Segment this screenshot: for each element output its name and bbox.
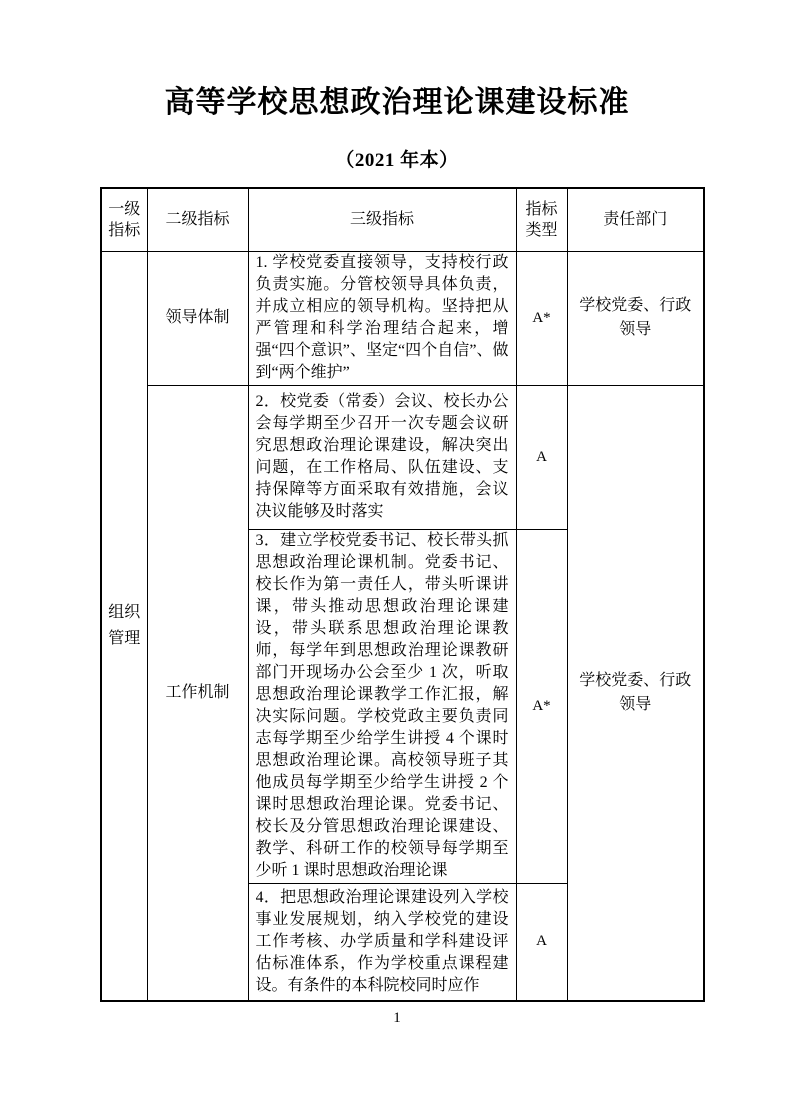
page-number: 1 [393,1010,401,1026]
level3-text: 2．校党委（常委）会议、校长办公会每学期至少召开一次专题会议研究思想政治理论课建设，解决突出问题，在工作格局、队伍建设、支持保障等方面采取有效措施，会议决议能够及时落实 [255,393,509,520]
table-row [101,251,704,385]
department-cell-2: 学校党委、行政领导 [567,385,704,1001]
level3-text: 3．建立学校党委书记、校长带头抓思想政治理论课机制。党委书记、校长作为第一责任人，带头听课讲课，带头推动思想政治理论课建设，带头联系思想政治理论课教师，每学年到思想政治理论课教研部门开现场办公会至少 1 次，听取思想政治理论课教学工作汇报，解决实际问题。学校党政主要负责同志每学期至少给学生讲授 4 个课时思想政治理论课。高校领导班子其他成员每学期至少给学生讲授 2 个课时思想政治理论课。党委书记、校长及分管思想政治理论课建设、教学、科研工作的校领导每学期至少听 1 课时思想政治理论课 [255,532,509,879]
col-header-level3: 三级指标 [248,188,516,251]
level3-cell-item-2 [248,385,516,529]
indicator-type-cell-4: A [516,883,567,1001]
page-subtitle: （2021 年本） [335,150,459,171]
col-header-department: 责任部门 [567,188,704,251]
col-header-indicator-type: 指标类型 [516,188,567,251]
level2-cell-leadership-system: 领导体制 [147,251,248,385]
col-header-level1: 一级指标 [101,188,147,251]
page-title: 高等学校思想政治理论课建设标准 [164,86,630,119]
level3-text: 4．把思想政治理论课建设列入学校事业发展规划，纳入学校党的建设工作考核、办学质量和学科建设评估标准体系，作为学校重点课程建设。有条件的本科院校同时应作 [255,888,509,994]
table-header-row [101,188,704,251]
col-header-level2: 二级指标 [147,188,248,251]
level3-text: 1. 学校党委直接领导，支持校行政负责实施。分管校领导具体负责，并成立相应的领导机构。坚持把从严管理和科学治理结合起来，增强“四个意识”、坚定“四个自信”、做到“两个维护” [255,254,509,381]
level3-cell-item-4 [248,883,516,1001]
level2-cell-work-mechanism: 工作机制 [147,385,248,1001]
indicator-type-cell-3: A* [516,529,567,883]
indicator-standards-table [100,187,705,1002]
table-row [101,385,704,529]
level3-cell-item-1 [248,251,516,385]
department-cell-1: 学校党委、行政领导 [567,251,704,385]
level3-cell-item-3 [248,529,516,883]
indicator-type-cell-2: A [516,385,567,529]
indicator-type-cell-1: A* [516,251,567,385]
level1-cell-organization-management: 组织管理 [101,251,147,1001]
